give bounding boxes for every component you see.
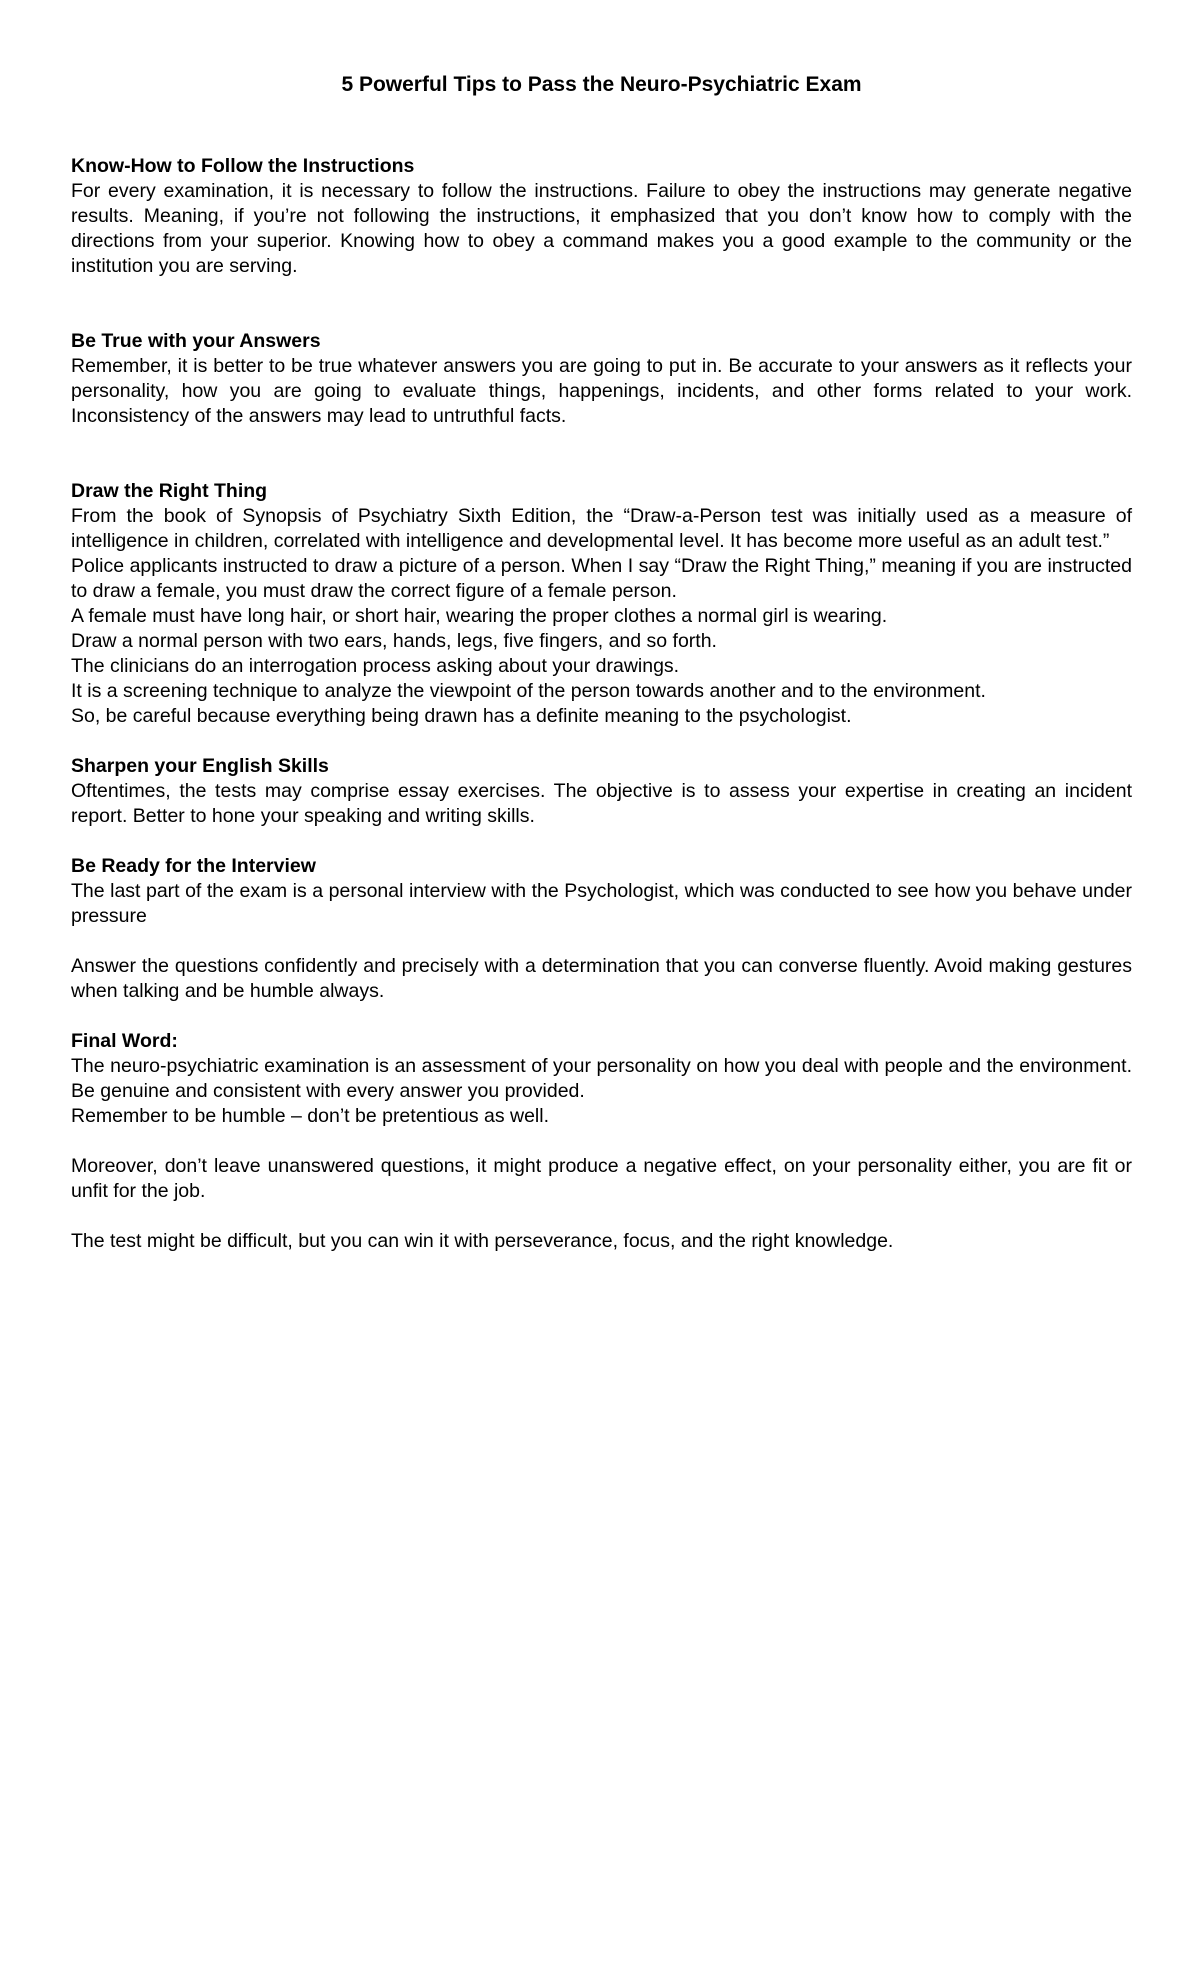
spacer — [71, 1004, 1132, 1029]
paragraph: It is a screening technique to analyze the viewpoint of the person towards another and to the environment. — [71, 680, 986, 702]
section-final-word — [71, 1029, 1132, 1254]
section-heading: Sharpen your English Skills — [71, 755, 329, 777]
paragraph: Remember to be humble – don’t be pretentious as well. — [71, 1105, 550, 1127]
paragraph: From the book of Synopsis of Psychiatry Sixth Edition, the “Draw-a-Person test was initially used as a measure of intelligence in children, correlated with intelligence and developmental level. It has become more useful as an adult test.” — [71, 505, 1132, 552]
paragraph: The neuro-psychiatric examination is an assessment of your personality on how you deal with people and the environment. Be genuine and consistent with every answer you provided. — [71, 1055, 1132, 1102]
spacer — [71, 279, 1132, 329]
spacer — [71, 1204, 1132, 1229]
paragraph: Draw a normal person with two ears, hands, legs, five fingers, and so forth. — [71, 630, 717, 652]
section-heading: Draw the Right Thing — [71, 480, 268, 502]
spacer — [71, 1129, 1132, 1154]
spacer — [71, 929, 1132, 954]
paragraph: A female must have long hair, or short hair, wearing the proper clothes a normal girl is wearing. — [71, 605, 888, 627]
section-be-true — [71, 329, 1132, 429]
paragraph: Oftentimes, the tests may comprise essay exercises. The objective is to assess your expertise in creating an incident report. Better to hone your speaking and writing skills. — [71, 780, 1132, 827]
page-title: 5 Powerful Tips to Pass the Neuro-Psychiatric Exam — [341, 73, 862, 96]
section-heading: Be Ready for the Interview — [71, 855, 316, 877]
paragraph: Police applicants instructed to draw a picture of a person. When I say “Draw the Right Thing,” meaning if you are instructed to draw a female, you must draw the correct figure of a female person. — [71, 555, 1132, 602]
spacer — [71, 829, 1132, 854]
section-interview — [71, 854, 1132, 1004]
paragraph: So, be careful because everything being drawn has a definite meaning to the psychologist. — [71, 705, 852, 727]
document-page — [71, 72, 1132, 1254]
paragraph: Answer the questions confidently and precisely with a determination that you can converse fluently. Avoid making gestures when talking and be humble always. — [71, 955, 1132, 1002]
paragraph: For every examination, it is necessary to follow the instructions. Failure to obey the instructions may generate negative results. Meaning, if you’re not following the instructions, it emphasized that you don’t know how to comply with the directions from your superior. Knowing how to obey a command makes you a good example to the community or the institution you are serving. — [71, 180, 1132, 277]
section-english-skills — [71, 754, 1132, 829]
paragraph: The clinicians do an interrogation process asking about your drawings. — [71, 655, 680, 677]
section-heading: Be True with your Answers — [71, 330, 321, 352]
paragraph: The last part of the exam is a personal interview with the Psychologist, which was conducted to see how you behave under pressure — [71, 880, 1132, 927]
section-heading: Know-How to Follow the Instructions — [71, 155, 415, 177]
paragraph: Remember, it is better to be true whatever answers you are going to put in. Be accurate to your answers as it reflects your personality, how you are going to evaluate things, happenings, incidents, and other forms related to your work. Inconsistency of the answers may lead to untruthful facts. — [71, 355, 1132, 427]
paragraph: Moreover, don’t leave unanswered questions, it might produce a negative effect, on your personality either, you are fit or unfit for the job. — [71, 1155, 1132, 1202]
paragraph: The test might be difficult, but you can win it with perseverance, focus, and the right knowledge. — [71, 1230, 894, 1252]
section-draw-right-thing — [71, 479, 1132, 729]
section-heading: Final Word: — [71, 1030, 178, 1052]
spacer — [71, 729, 1132, 754]
section-follow-instructions — [71, 154, 1132, 279]
spacer — [71, 429, 1132, 479]
